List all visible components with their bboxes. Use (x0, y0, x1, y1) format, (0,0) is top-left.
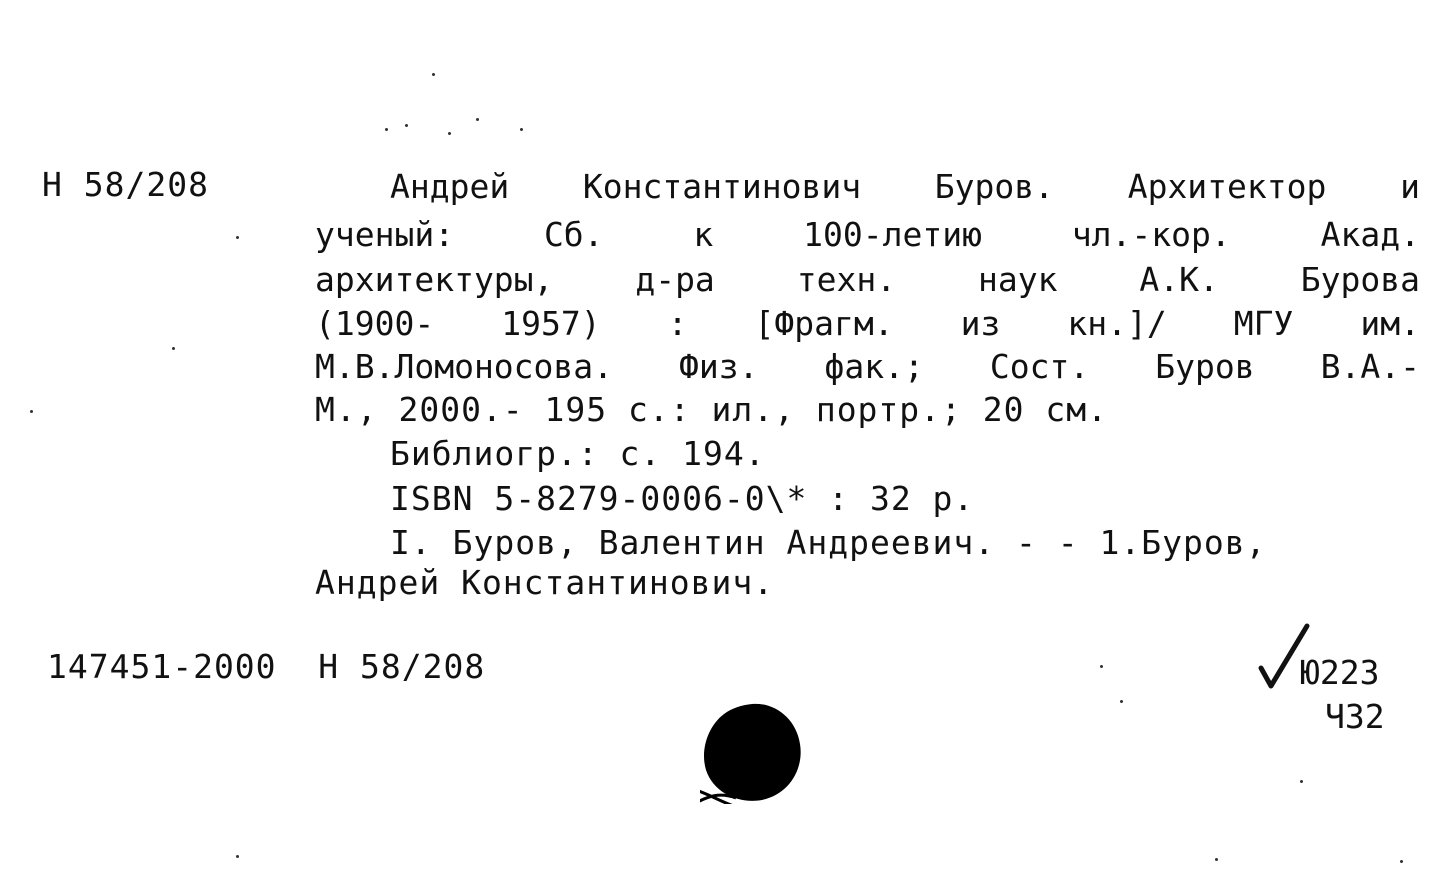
classification-code-2: Ч32 (1325, 697, 1385, 736)
description-line-2: ученый: Сб. к 100-летию чл.-кор. Акад. (315, 215, 1420, 254)
description-line-6: М., 2000.- 195 с.: ил., портр.; 20 см. (315, 390, 1108, 429)
tracing-line-2: Андрей Константинович. (315, 563, 775, 602)
tracing-line-1: I. Буров, Валентин Андреевич. - - 1.Буров, (390, 523, 1267, 562)
ink-blot-icon (700, 700, 804, 804)
isbn-line: ISBN 5-8279-0006-0\* : 32 р. (390, 479, 975, 518)
description-line-5: М.В.Ломоносова. Физ. фак.; Сост. Буров В.А.- (315, 347, 1420, 386)
shelfmark: Н 58/208 (42, 165, 209, 204)
accession-number: 147451-2000 Н 58/208 (47, 647, 486, 686)
description-line-3: архитектуры, д-ра техн. наук А.К. Бурова (315, 260, 1420, 299)
description-line-1: Андрей Константинович Буров. Архитектор и (390, 167, 1420, 206)
checkmark-icon (1255, 622, 1315, 692)
bibliography-note: Библиогр.: с. 194. (390, 434, 766, 473)
description-line-4: (1900- 1957) : [Фрагм. из кн.]/ МГУ им. (315, 304, 1420, 343)
classification-code-1: Ю223 (1300, 653, 1380, 692)
